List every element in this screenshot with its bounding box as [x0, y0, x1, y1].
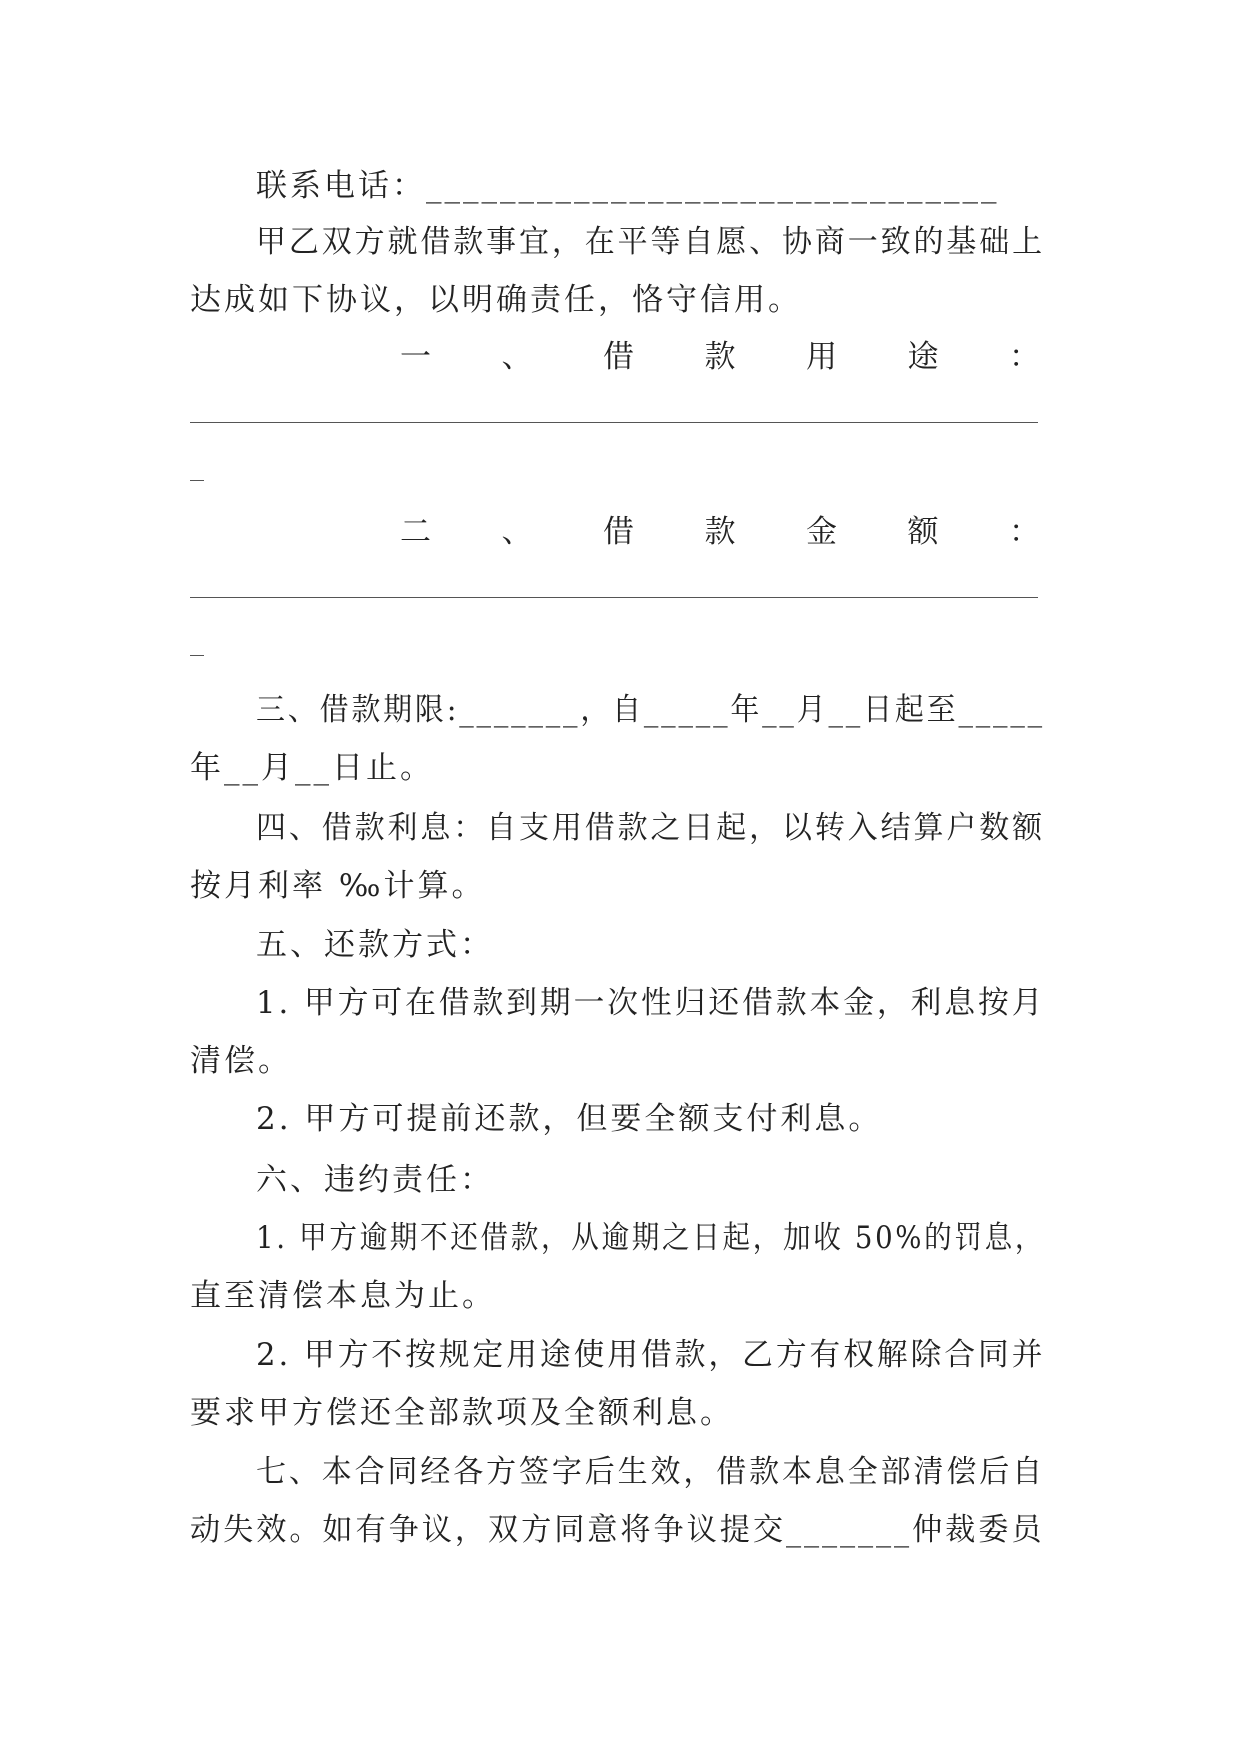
section5-item2: 2. 甲方可提前还款，但要全额支付利息。 — [256, 1101, 883, 1137]
contact-phone-blank: _______________________________ — [426, 168, 1000, 204]
section3-line-2: 年__月__日止。 — [190, 750, 434, 786]
section4-line-2: 按月利率 ‰计算。 — [190, 868, 486, 904]
section3-line-1: 三、借款期限:_______，自_____年__月__日起至_____ — [256, 692, 1045, 728]
section1-fill-dash — [190, 480, 204, 481]
section6-title: 六、违约责任： — [256, 1162, 494, 1198]
section7-line-2: 动失效。如有争议，双方同意将争议提交_______仲裁委员 — [190, 1512, 1045, 1548]
section2-char: 金 — [806, 514, 837, 550]
section2-fill-rule — [190, 597, 1038, 598]
section2-char: 、 — [501, 514, 533, 550]
section1-char: 款 — [704, 339, 736, 375]
section4-line-1: 四、借款利息：自支用借款之日起，以转入结算户数额 — [256, 810, 1045, 846]
section2-char: 借 — [603, 514, 634, 550]
section2-fill-dash — [190, 655, 204, 656]
intro-line-1: 甲乙双方就借款事宜，在平等自愿、协商一致的基础上 — [256, 224, 1045, 260]
contact-phone-line — [256, 166, 1000, 206]
section1-char: ： — [1009, 339, 1040, 375]
section1-char: 借 — [603, 339, 634, 375]
section1-char: 途 — [907, 339, 939, 375]
intro-line-2: 达成如下协议，以明确责任，恪守信用。 — [190, 282, 802, 318]
section5-item1-line-1: 1. 甲方可在借款到期一次性归还借款本金，利息按月 — [256, 985, 1046, 1021]
section5-title: 五、还款方式： — [256, 927, 494, 963]
section7-line-1: 七、本合同经各方签字后生效，借款本息全部清偿后自 — [256, 1454, 1045, 1490]
section6-item2-line-1: 2. 甲方不按规定用途使用借款，乙方有权解除合同并 — [256, 1337, 1046, 1373]
contact-phone-label: 联系电话： — [256, 168, 426, 204]
section6-item2-line-2: 要求甲方偿还全部款项及全额利息。 — [190, 1395, 734, 1431]
section5-item1-line-2: 清偿。 — [190, 1043, 292, 1079]
section1-char: 用 — [806, 339, 837, 375]
section2-char: 额 — [907, 514, 939, 550]
section6-item1-line-1: 1. 甲方逾期不还借款，从逾期之日起，加收 50%的罚息， — [256, 1220, 1046, 1256]
section6-item1-line-2: 直至清偿本息为止。 — [190, 1278, 496, 1314]
section1-char: 一 — [400, 339, 431, 375]
section1-fill-rule — [190, 422, 1038, 423]
section2-char: 款 — [704, 514, 736, 550]
section2-heading — [400, 512, 1040, 552]
section1-char: 、 — [501, 339, 533, 375]
section2-char: 二 — [400, 514, 431, 550]
section1-heading — [400, 337, 1040, 377]
section2-char: ： — [1009, 514, 1040, 550]
